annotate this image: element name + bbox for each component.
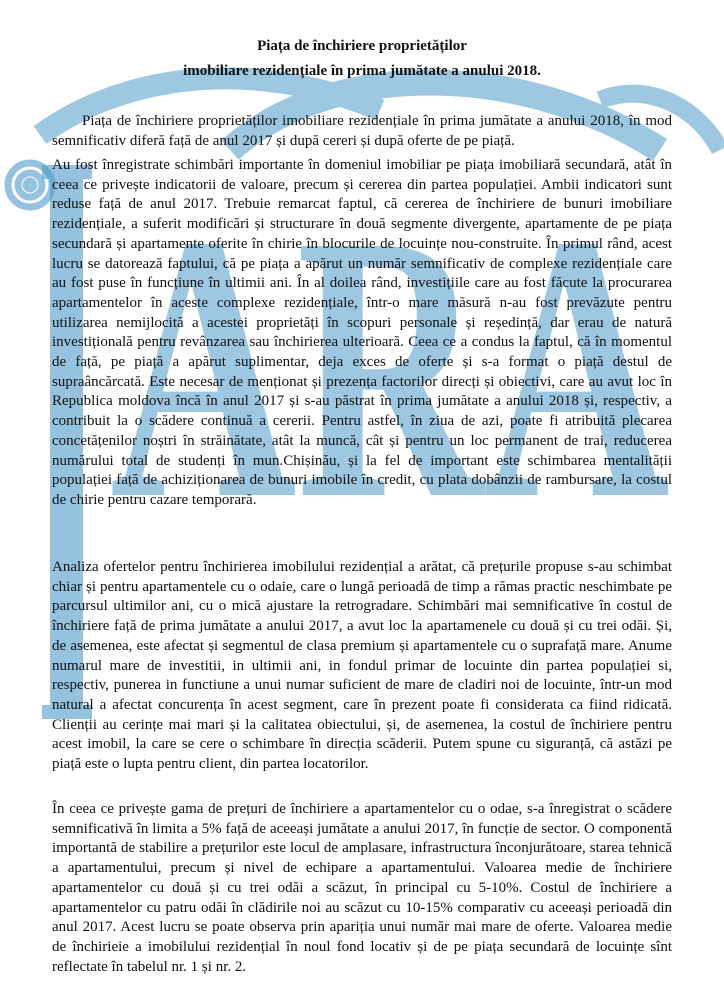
paragraph-price-range: În ceea ce privește gama de prețuri de închiriere a apartamentelor cu o odae, s-a înregistrat o scădere semnificativă în limita a 5% față de aceeași jumătate a anului 2017, în funcție de sector. O componentă importantă de stabilire a prețurilor este locul de amplasare, infrastructura înconjurătoare, starea tehnică a apartamentului, precum și nivel de echipare a apartamentului. Valoarea medie de închiriere apartamentelor cu două și cu trei odăi a scăzut, în principal cu 5-10%. Costul de închiriere a apartamentelor cu patru odăi în clădirile noi au scăzut cu 10-15% comparativ cu aceeași perioadă din anul 2017. Acest lucru se poate observa prin apariția unui număr mai mare de oferte. Valoarea medie de închirieie a imobilului rezidențial în noul fond locativ și de pe piața secundară de locuințe sînt reflectate în tabelul nr. 1 și nr. 2. (52, 801, 672, 975)
title-line-1: Piața de închiriere proprietăților (257, 38, 467, 54)
title-line-2: imobiliare rezidențiale în prima jumătate a anului 2018. (183, 63, 541, 79)
paragraph-intro: Piața de închiriere proprietăților imobiliare rezidențiale în prima jumătate a anului 2018, în mod semnificativ diferă față de anul 2017 și după cereri și după oferte de pe piață. (52, 113, 672, 149)
document-title (0, 34, 724, 84)
paragraph-offer-analysis: Analiza ofertelor pentru închirierea imobilului rezidențial a arătat, că prețurile propuse s-au schimbat chiar și pentru apartamentele cu o odaie, care o lungă perioadă de timp a rămas practic neschimbate pe parcursul ultimilor ani, cu o mică ajustare la retrogradare. Schimbări mai semnificative în costul de închiriere față de prima jumătate a anului 2017, a avut loc la apartamenele cu două și cu trei odăi. Și, de asemenea, este afectat și segmentul de clasa premium și apartamentele cu o suprafață mare. Anume numarul mare de investitii, in ultimii ani, in fondul primar de locuinte din partea populației si, respectiv, punerea in functiune a unui numar suficient de mare de cladiri noi de locuinte, într-un mod natural a afectat concurența în acest segment, care în prezent poate fi considerata ca fiind ridicată. Clienții au cerințe mai mari și la calitatea obiectului, și, de asemenea, la costul de închiriere pentru acest imobil, la care se cere o schimbare în direcția scăderii. Putem spune cu siguranță, că astăzi pe piață este o lupta pentru client, din partea locatorilor. (52, 559, 672, 773)
paragraph-market-changes: Au fost înregistrate schimbări importante în domeniul imobiliar pe piața imobiliară secundară, atât în ceea ce privește indicatorii de valoare, precum și cererea din partea populației. Ambii indicatori sunt reduse față de anul 2017. Trebuie remarcat faptul, că cererea de închiriere de bunuri imobiliare rezidențiale, a suferit modificări și structurare în două segmente divergente, apartamente de pe piața secundară și apartamente oferite în chirie în blocurile de locuințe nou-construite. În primul rând, acest lucru se datorează faptului, că pe piața a apărut un număr semnificativ de complexe rezidențiale care au fost puse în funcțiune în ultimii ani. În al doilea rând, investițiile care au fost făcute la procurarea apartamentelor în aceste complexe rezidențiale, într-o mare măsură n-au fost prevăzute pentru utilizarea nemijlocită a acestei proprietăți în scopuri personale și reședință, dar erau de natură investițională pentru revânzarea sau închirierea ulterioară. Ceea ce a condus la faptul, că în momentul de față, pe piață a apărut suplimentar, deja exces de oferte și s-a format o piață destul de supraâncărcată. Este necesar de menționat și prezența factorilor direcți și obiectivi, care au avut loc în Republica moldova încă în anul 2017 și s-au păstrat în prima jumătate a anului 2018 și, respectiv, a contribuit la o scădere continuă a cererii. Pentru astfel, în ziua de azi, poate fi atribuită plecarea concetățenilor noștri în străinătate, atât la muncă, cât și pentru un loc permanent de trai, reducerea numărului total de studenți în mun.Chișinău, și la fel de important este schimbarea mentalității populației față de achiziționarea de bunuri imobile în credit, cu plata dobânzii de rambursare, la costul de chirie pentru cazare temporară. (52, 157, 672, 508)
watermark-text: ARA (110, 157, 670, 578)
